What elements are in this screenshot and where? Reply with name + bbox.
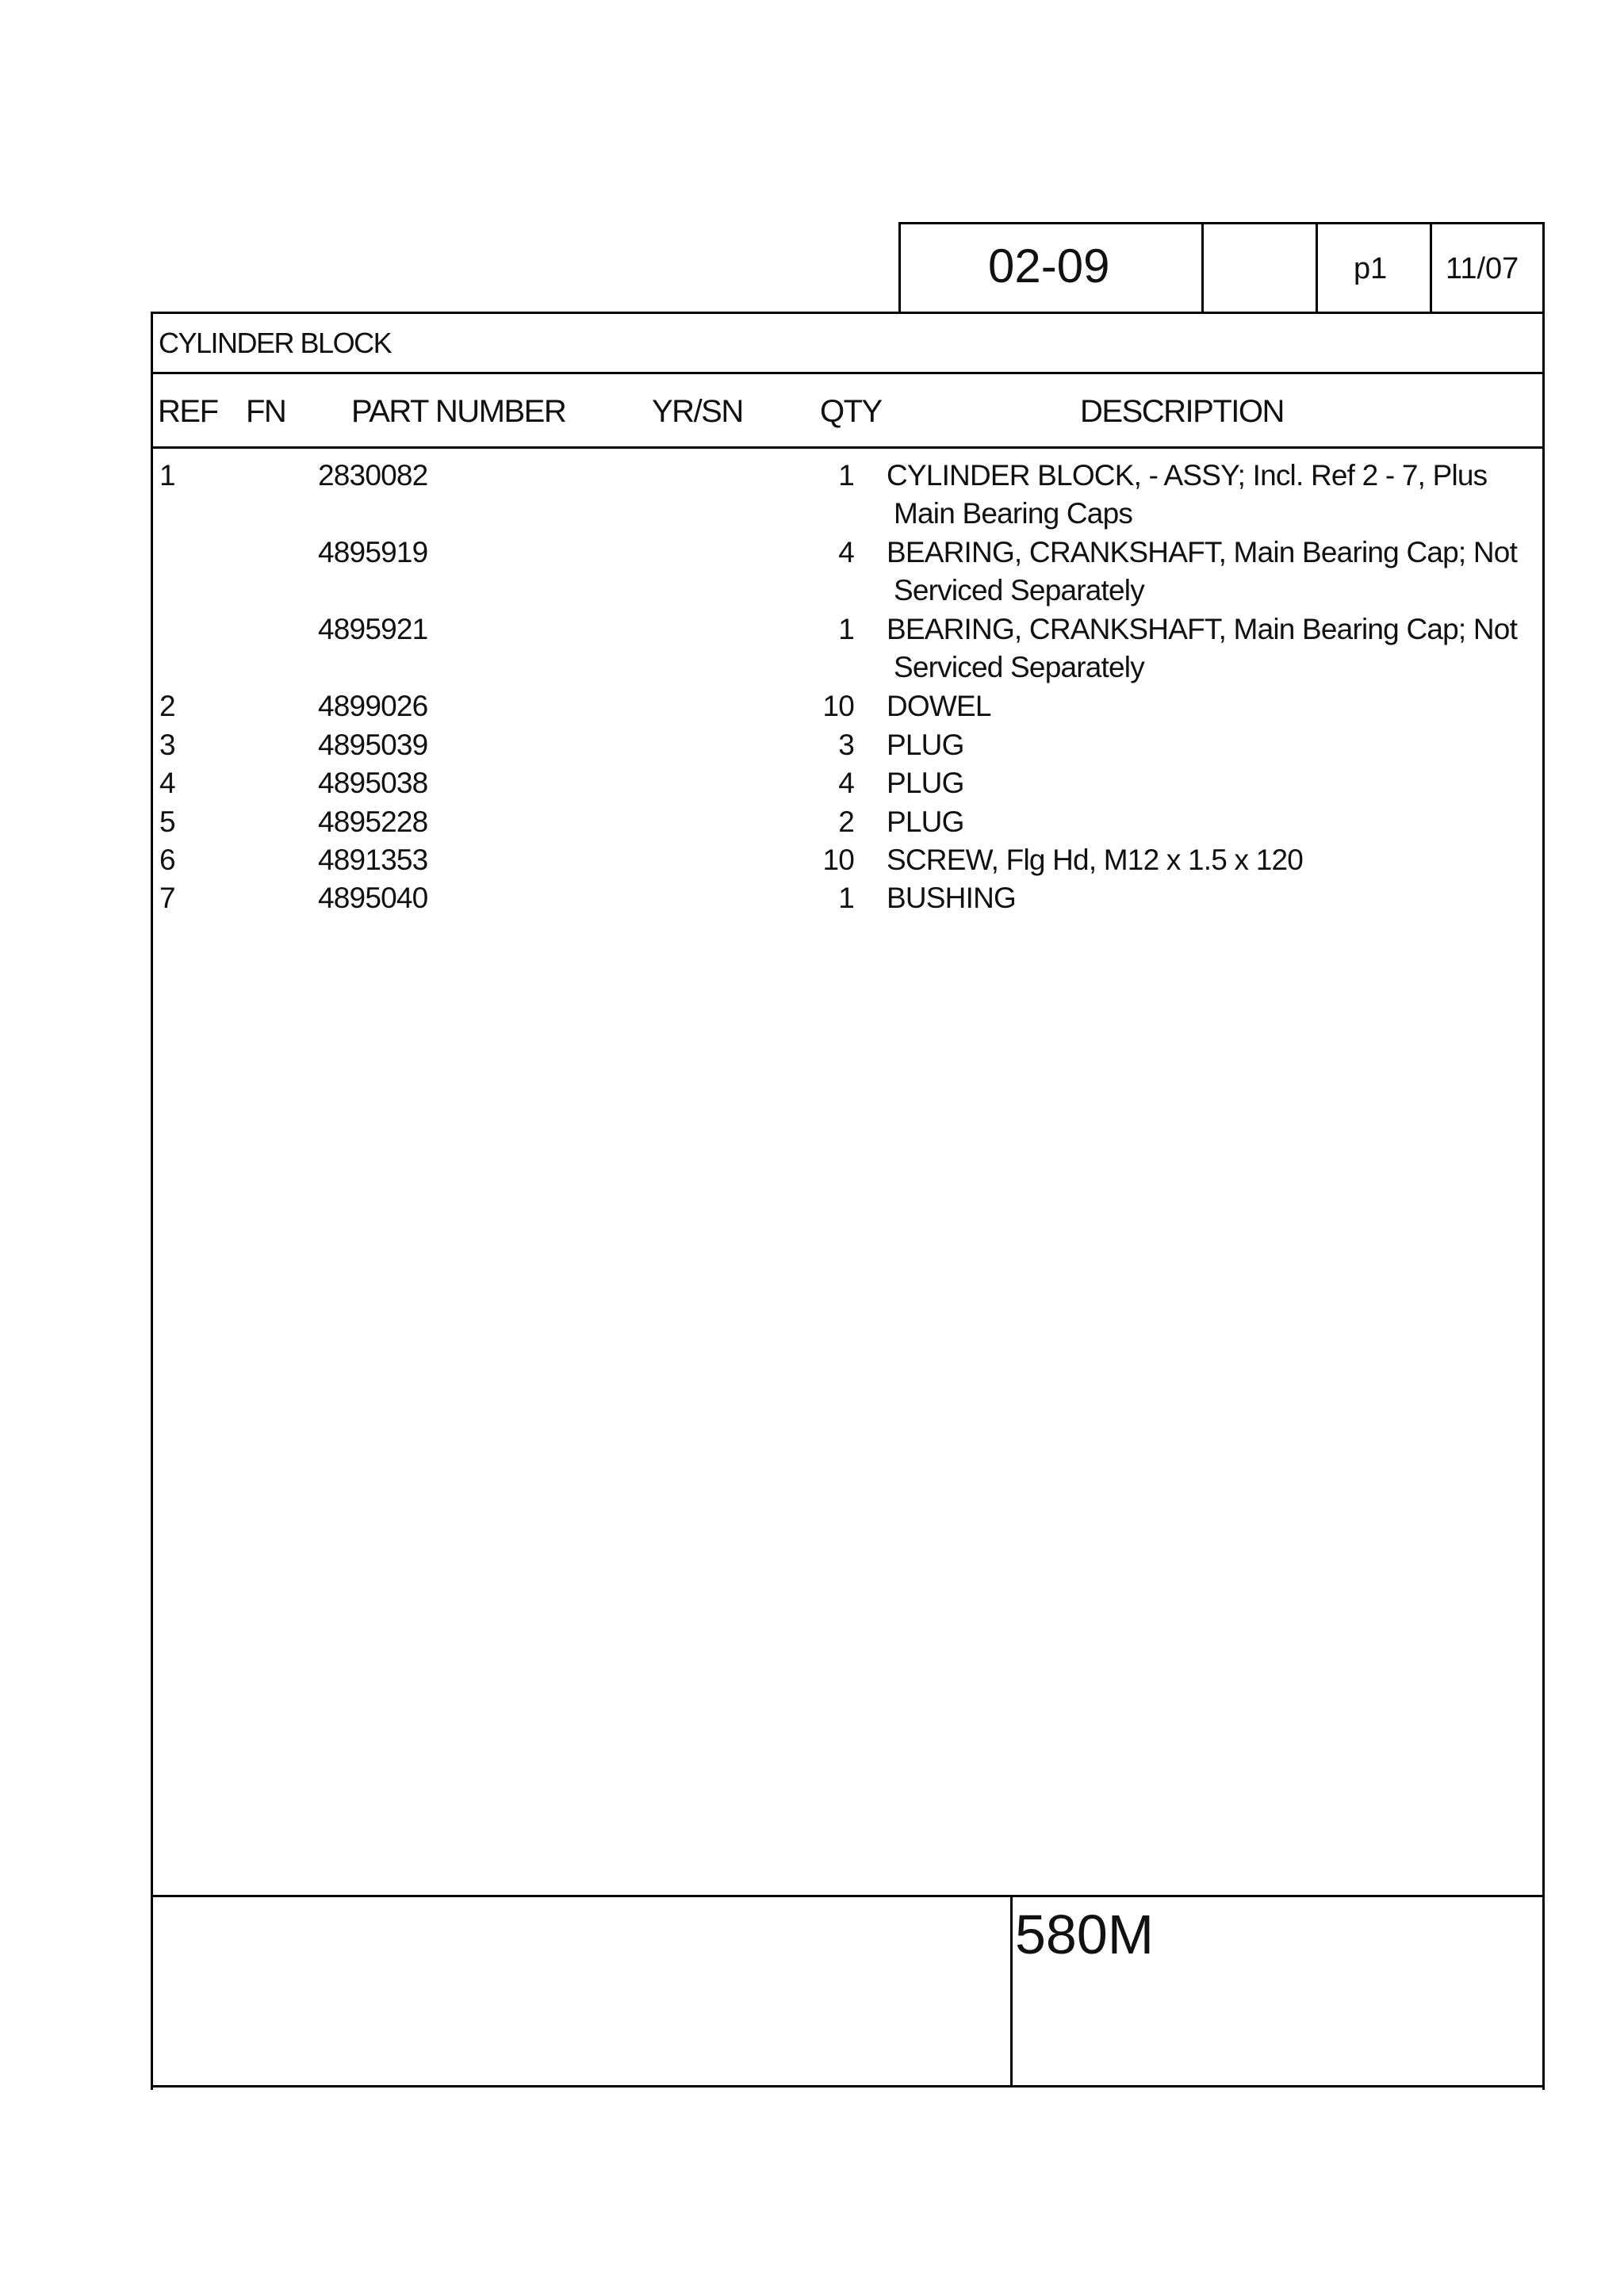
row-qty: 2 bbox=[838, 806, 854, 838]
row-part-number: 4895919 bbox=[318, 536, 428, 568]
row-ref: 3 bbox=[159, 729, 175, 761]
row-part-number: 4895039 bbox=[318, 729, 428, 761]
row-qty: 3 bbox=[838, 729, 854, 761]
row-part-number: 2830082 bbox=[318, 459, 428, 492]
row-qty: 1 bbox=[838, 613, 854, 645]
row-description: DOWEL bbox=[887, 690, 991, 722]
row-part-number: 4895038 bbox=[318, 767, 428, 799]
row-description: BUSHING bbox=[887, 882, 1016, 914]
row-qty: 1 bbox=[838, 882, 854, 914]
row-description: BEARING, CRANKSHAFT, Main Bearing Cap; Not bbox=[887, 613, 1518, 645]
row-qty: 4 bbox=[838, 767, 854, 799]
row-description: PLUG bbox=[887, 806, 964, 838]
row-ref: 6 bbox=[159, 844, 175, 876]
row-qty: 1 bbox=[838, 459, 854, 492]
row-part-number: 4895228 bbox=[318, 806, 428, 838]
col-head-description: DESCRIPTION bbox=[1080, 394, 1284, 429]
row-description: BEARING, CRANKSHAFT, Main Bearing Cap; Not bbox=[887, 536, 1518, 568]
row-description-cont: Serviced Separately bbox=[894, 574, 1144, 607]
row-description-cont: Main Bearing Caps bbox=[894, 497, 1133, 530]
page-number: p1 bbox=[1354, 252, 1388, 285]
row-description: CYLINDER BLOCK, - ASSY; Incl. Ref 2 - 7, Plus bbox=[887, 459, 1488, 492]
row-part-number: 4891353 bbox=[318, 844, 428, 876]
section-code: 02-09 bbox=[988, 239, 1110, 293]
row-qty: 4 bbox=[838, 536, 854, 568]
row-description-cont: Serviced Separately bbox=[894, 651, 1144, 683]
row-description: PLUG bbox=[887, 767, 964, 799]
revision-date: 11/07 bbox=[1446, 252, 1519, 285]
col-head-ref: REF bbox=[158, 394, 218, 429]
row-part-number: 4895040 bbox=[318, 882, 428, 914]
section-title: CYLINDER BLOCK bbox=[159, 327, 392, 359]
row-description: PLUG bbox=[887, 729, 964, 761]
col-head-fn: FN bbox=[246, 394, 286, 429]
row-description: SCREW, Flg Hd, M12 x 1.5 x 120 bbox=[887, 844, 1304, 876]
row-ref: 4 bbox=[159, 767, 175, 799]
row-part-number: 4899026 bbox=[318, 690, 428, 722]
col-head-yr-sn: YR/SN bbox=[652, 394, 743, 429]
row-qty: 10 bbox=[822, 690, 854, 722]
row-ref: 7 bbox=[159, 882, 175, 914]
row-part-number: 4895921 bbox=[318, 613, 428, 645]
col-head-qty: QTY bbox=[820, 394, 882, 429]
model-number: 580M bbox=[1015, 1904, 1155, 1965]
row-ref: 5 bbox=[159, 806, 175, 838]
row-ref: 1 bbox=[159, 459, 175, 492]
row-qty: 10 bbox=[822, 844, 854, 876]
col-head-part-number: PART NUMBER bbox=[351, 394, 566, 429]
row-ref: 2 bbox=[159, 690, 175, 722]
